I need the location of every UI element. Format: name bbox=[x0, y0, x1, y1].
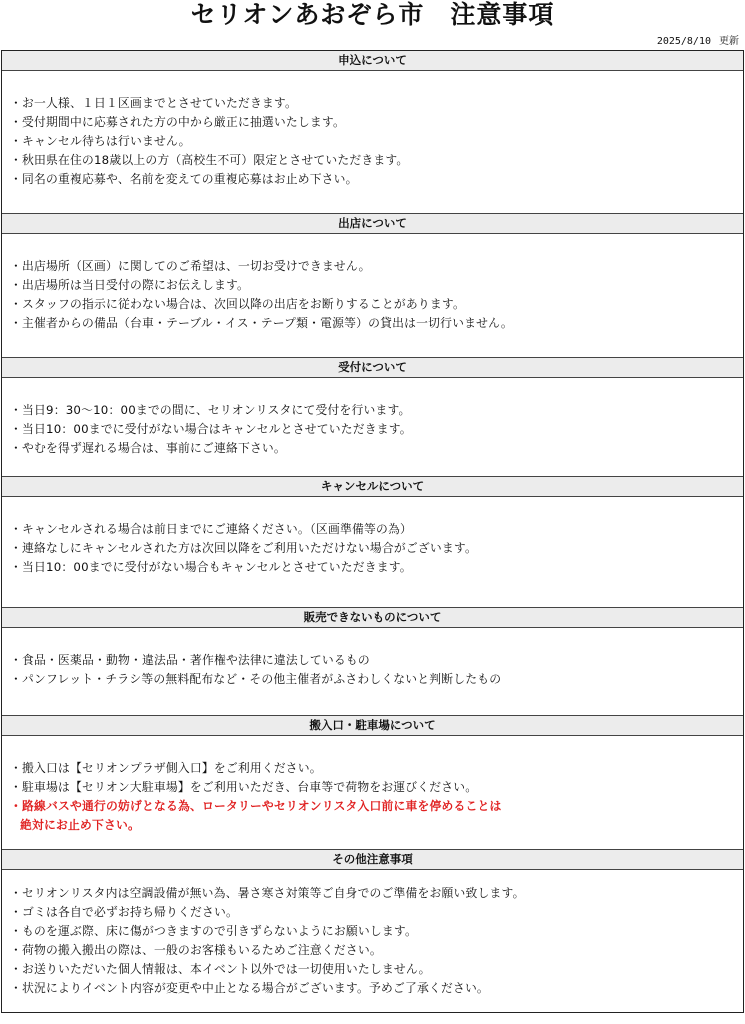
update-date bbox=[657, 36, 739, 48]
section-body bbox=[2, 234, 743, 358]
list-item: ・やむを得ず遅れる場合は、事前にご連絡下さい。 bbox=[10, 441, 286, 455]
section-body bbox=[2, 71, 743, 214]
section-heading: キャンセルについて bbox=[2, 477, 743, 497]
list-item: ・搬入口は【セリオンプラザ側入口】をご利用ください。 bbox=[10, 761, 322, 775]
list-item: ・セリオンリスタ内は空調設備が無い為、暑さ寒さ対策等ご自身でのご準備をお願い致します。 bbox=[10, 886, 525, 900]
list-item: ・連絡なしにキャンセルされた方は次回以降をご利用いただけない場合がございます。 bbox=[10, 541, 477, 555]
list-item: ・当日9：30～10：00までの間に、セリオンリスタにて受付を行います。 bbox=[10, 403, 411, 417]
warning-text-continued: 絶対にお止め下さい。 bbox=[20, 818, 140, 832]
section-heading: 販売できないものについて bbox=[2, 608, 743, 628]
section-heading: その他注意事項 bbox=[2, 850, 743, 870]
notice-table bbox=[1, 50, 744, 1013]
list-item: ・ものを運ぶ際、床に傷がつきますので引きずらないようにお願いします。 bbox=[10, 924, 417, 938]
update-label: 更新 bbox=[719, 36, 739, 47]
page-title: セリオンあおぞら市 注意事項 bbox=[190, 0, 555, 29]
list-item: ・受付期間中に応募された方の中から厳正に抽選いたします。 bbox=[10, 115, 345, 129]
list-item: ・お一人様、１日１区画までとさせていただきます。 bbox=[10, 96, 297, 110]
list-item: ・秋田県在住の18歳以上の方（高校生不可）限定とさせていただきます。 bbox=[10, 153, 409, 167]
section-body bbox=[2, 628, 743, 716]
list-item: ・出店場所は当日受付の際にお伝えします。 bbox=[10, 278, 249, 292]
list-item: ・キャンセル待ちは行いません。 bbox=[10, 134, 191, 148]
section-body bbox=[2, 870, 743, 1012]
list-item: ・主催者からの備品（台車・テーブル・イス・テープ類・電源等）の貸出は一切行いません。 bbox=[10, 316, 513, 330]
list-item: ・状況によりイベント内容が変更や中止となる場合がございます。予めご了承ください。 bbox=[10, 981, 489, 995]
list-item: ・出店場所（区画）に関してのご希望は、一切お受けできません。 bbox=[10, 259, 371, 273]
section-body bbox=[2, 497, 743, 608]
list-item: ・キャンセルされる場合は前日までにご連絡ください。（区画準備等の為） bbox=[10, 522, 412, 536]
warning-text: ・路線バスや通行の妨げとなる為、ロータリーやセリオンリスタ入口前に車を停めることは bbox=[10, 799, 502, 813]
list-item: ・荷物の搬入搬出の際は、一般のお客様もいるためご注意ください。 bbox=[10, 943, 382, 957]
warning-item bbox=[10, 797, 670, 835]
section-body bbox=[2, 378, 743, 477]
list-item: ・当日10：00までに受付がない場合はキャンセルとさせていただきます。 bbox=[10, 422, 412, 436]
list-item: ・駐車場は【セリオン大駐車場】をご利用いただき、台車等で荷物をお運びください。 bbox=[10, 780, 478, 794]
update-date-value: 2025/8/10 bbox=[656, 36, 711, 47]
section-heading: 搬入口・駐車場について bbox=[2, 716, 743, 736]
list-item: ・同名の重複応募や、名前を変えての重複応募はお止め下さい。 bbox=[10, 172, 358, 186]
list-item: ・スタッフの指示に従わない場合は、次回以降の出店をお断りすることがあります。 bbox=[10, 297, 465, 311]
list-item: ・食品・医薬品・動物・違法品・著作権や法律に違法しているもの bbox=[10, 653, 370, 667]
list-item: ・お送りいただいた個人情報は、本イベント以外では一切使用いたしません。 bbox=[10, 962, 431, 976]
list-item: ・パンフレット・チラシ等の無料配布など・その他主催者がふさわしくないと判断したもの bbox=[10, 672, 502, 686]
list-item: ・当日10：00までに受付がない場合もキャンセルとさせていただきます。 bbox=[10, 560, 412, 574]
section-heading: 出店について bbox=[2, 214, 743, 234]
section-heading: 申込について bbox=[2, 51, 743, 71]
list-item: ・ゴミは各自で必ずお持ち帰りください。 bbox=[10, 905, 238, 919]
section-heading: 受付について bbox=[2, 358, 743, 378]
section-body bbox=[2, 736, 743, 850]
